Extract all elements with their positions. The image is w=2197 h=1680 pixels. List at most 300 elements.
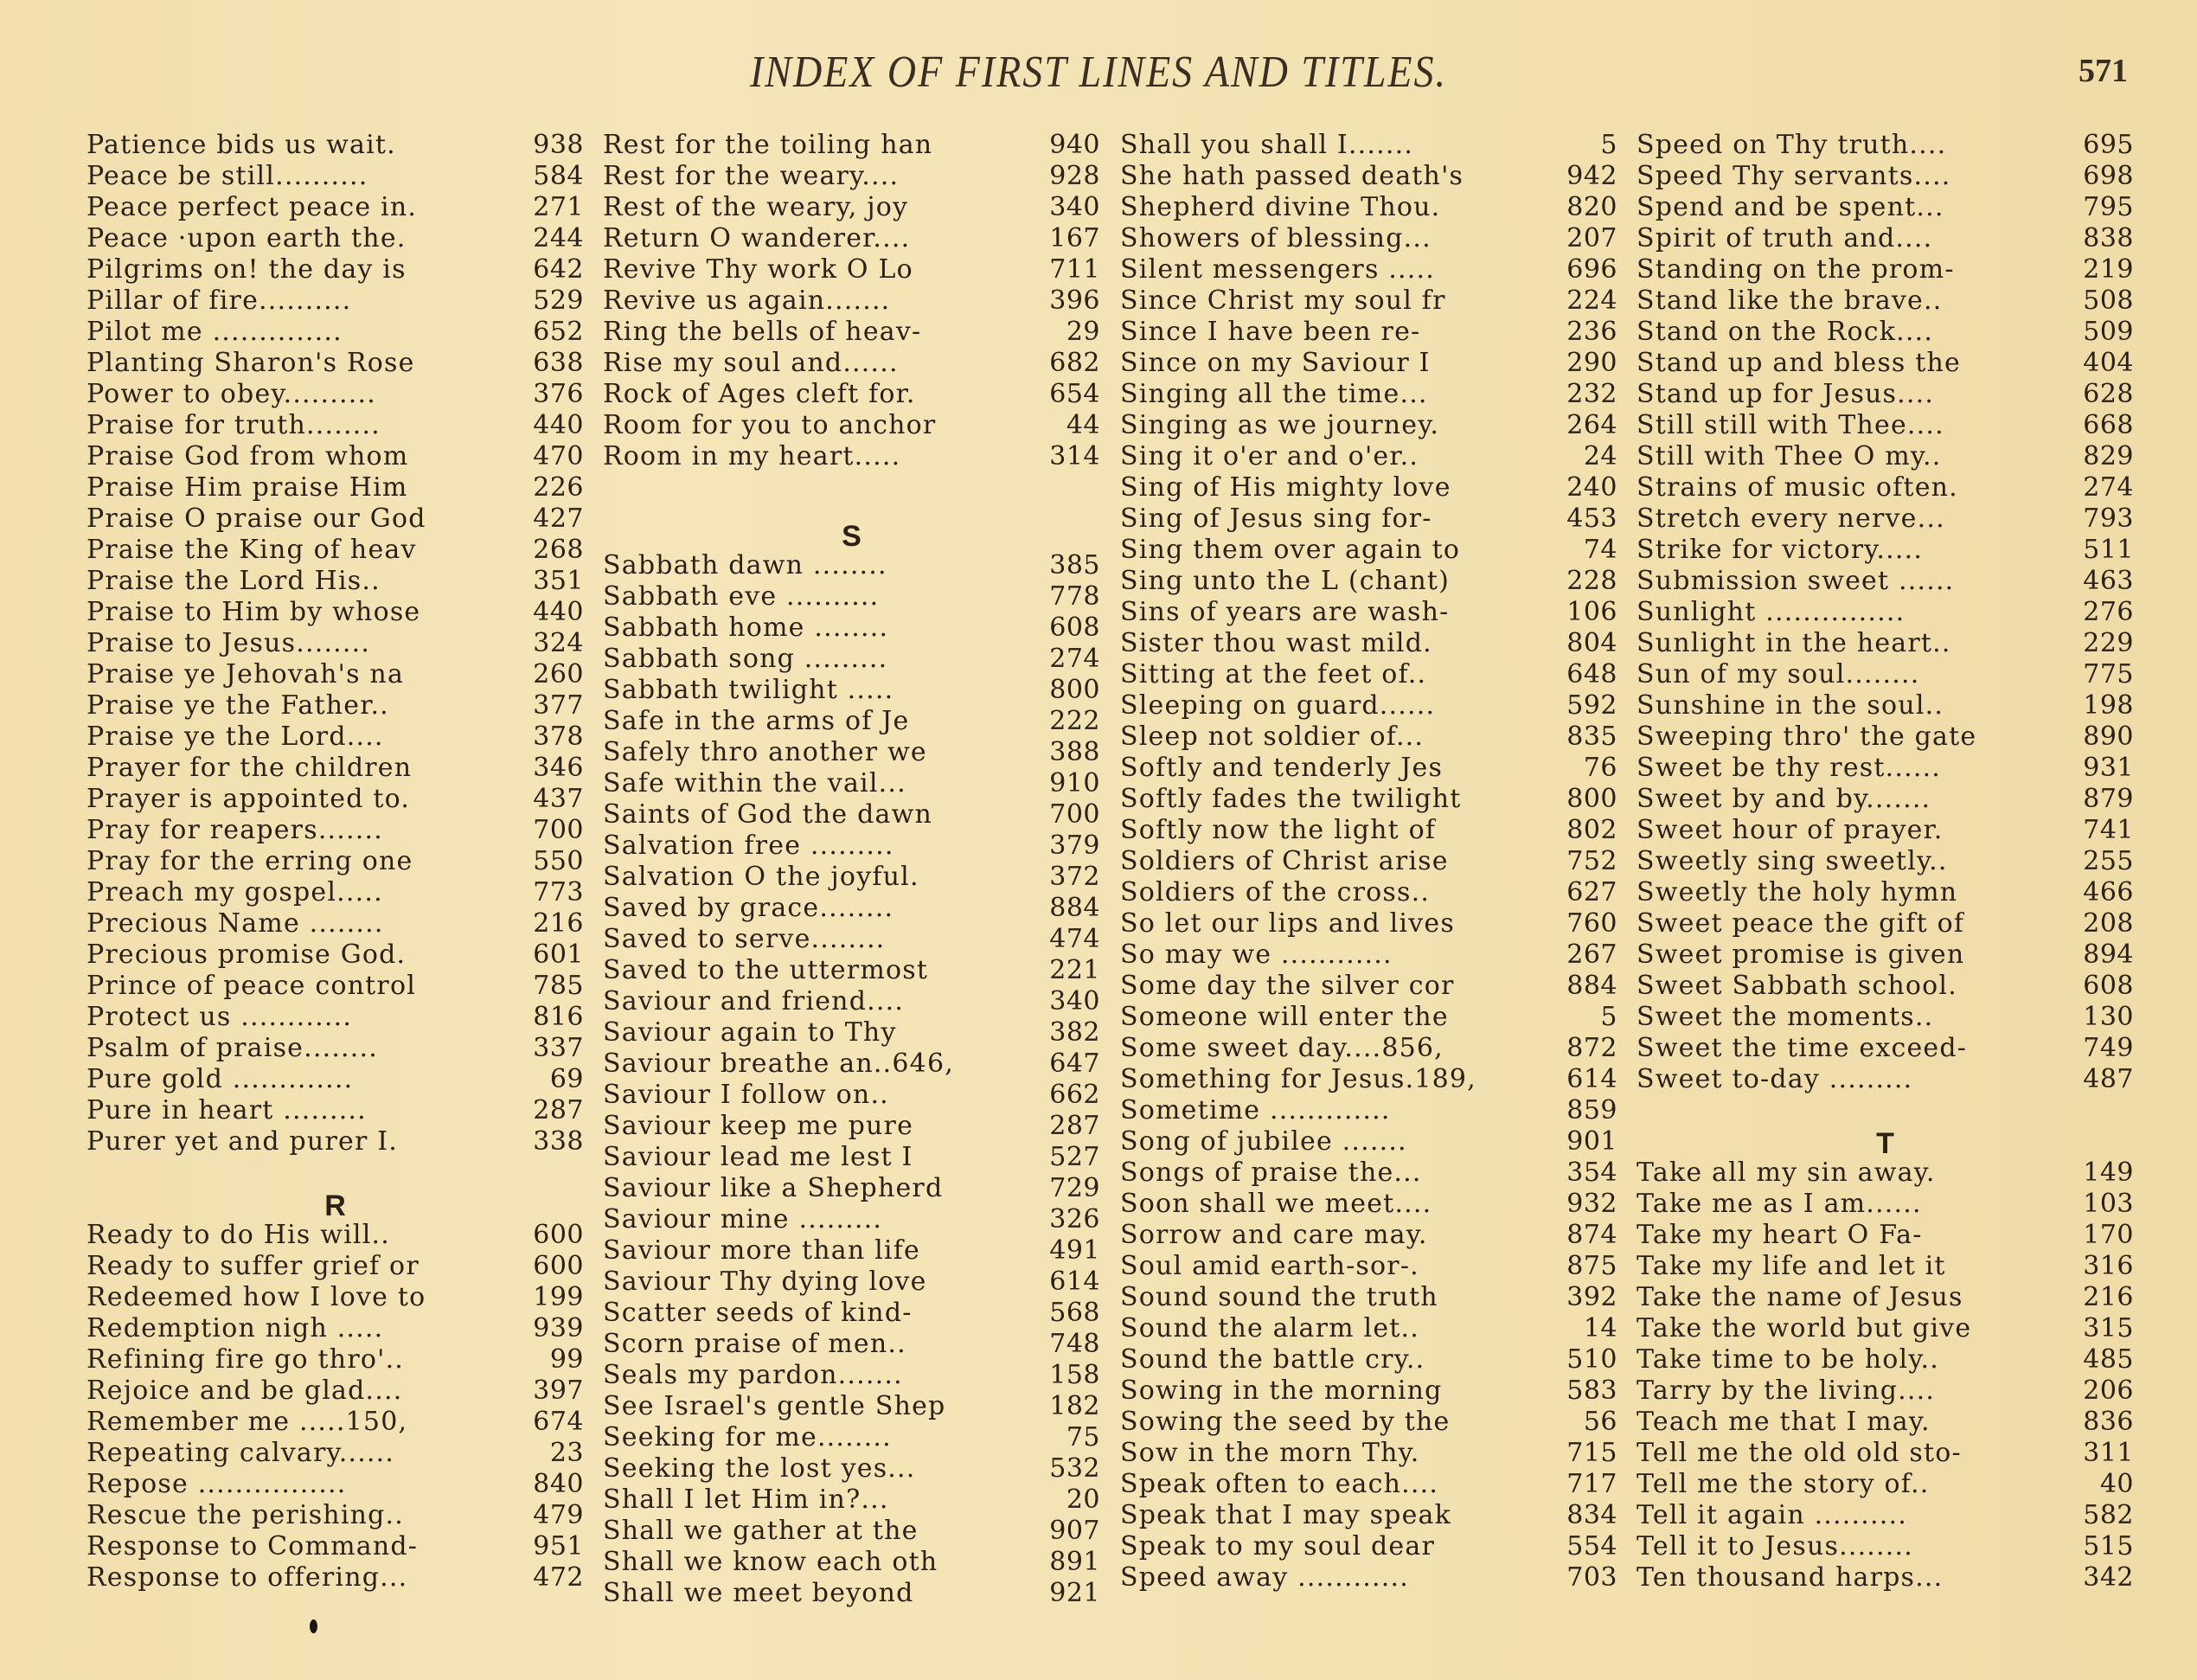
entry-hymn-number: 29 (1066, 317, 1100, 347)
entry-hymn-number: 647 (1049, 1048, 1100, 1079)
entry-hymn-number: 236 (1566, 317, 1617, 347)
entry-title: Sabbath twilight ..... (603, 675, 894, 705)
index-entry (86, 1251, 584, 1282)
entry-title: Soldiers of Christ arise (1120, 846, 1449, 876)
index-entry (86, 939, 584, 971)
index-entry (1637, 877, 2134, 908)
entry-title: Saviour like a Shepherd (603, 1173, 944, 1203)
index-entry (86, 1033, 584, 1064)
entry-title: Sweet the time exceed- (1637, 1033, 1968, 1063)
entry-hymn-number: 874 (1566, 1220, 1617, 1250)
index-entry (1637, 472, 2134, 503)
index-entry (603, 986, 1100, 1017)
entry-hymn-number: 568 (1049, 1298, 1100, 1328)
entry-title: Pray for the erring one (86, 846, 413, 876)
entry-hymn-number: 601 (533, 939, 584, 970)
entry-hymn-number: 130 (2083, 1002, 2134, 1032)
index-entry (1637, 566, 2134, 597)
entry-title: Speed away ............ (1120, 1562, 1409, 1593)
entry-title: Sweetly sing sweetly.. (1637, 846, 1948, 876)
entry-hymn-number: 760 (1566, 908, 1617, 939)
entry-hymn-number: 614 (1049, 1266, 1100, 1297)
entry-hymn-number: 170 (2083, 1220, 2134, 1250)
index-entry (86, 410, 584, 441)
entry-hymn-number: 674 (533, 1407, 584, 1437)
entry-hymn-number: 872 (1566, 1033, 1617, 1063)
entry-hymn-number: 346 (533, 753, 584, 783)
entry-hymn-number: 208 (2083, 908, 2134, 939)
entry-title: Sweet promise is given (1637, 939, 1965, 970)
index-entry (603, 1453, 1100, 1484)
entry-hymn-number: 222 (1049, 706, 1100, 736)
entry-title: Saviour keep me pure (603, 1111, 914, 1141)
entry-hymn-number: 316 (2083, 1251, 2134, 1281)
entry-hymn-number: 463 (2083, 566, 2134, 596)
index-entry (1120, 1126, 1617, 1157)
index-entry (1637, 379, 2134, 410)
entry-hymn-number: 840 (533, 1469, 584, 1499)
entry-title: Stretch every nerve... (1637, 503, 1945, 534)
entry-title: Still still with Thee.... (1637, 410, 1944, 440)
entry-title: Precious promise God. (86, 939, 407, 970)
entry-title: Preach my gospel..... (86, 877, 383, 907)
entry-hymn-number: 437 (533, 784, 584, 814)
entry-hymn-number: 932 (1566, 1189, 1617, 1219)
index-entry (1637, 1033, 2134, 1064)
entry-title: Sunshine in the soul.. (1637, 690, 1944, 721)
index-entry (1637, 815, 2134, 846)
index-entry (86, 285, 584, 317)
entry-hymn-number: 638 (533, 348, 584, 378)
index-entry (86, 503, 584, 535)
entry-title: Singing all the time... (1120, 379, 1428, 409)
index-entry (1120, 1375, 1617, 1407)
entry-hymn-number: 884 (1566, 971, 1617, 1001)
entry-hymn-number: 479 (533, 1500, 584, 1530)
index-entry (1637, 1500, 2134, 1531)
entry-hymn-number: 378 (533, 721, 584, 752)
index-column-1 (86, 130, 584, 1593)
entry-title: Ready to do His will.. (86, 1220, 390, 1250)
entry-title: Singing as we journey. (1120, 410, 1440, 440)
entry-hymn-number: 226 (533, 472, 584, 503)
entry-title: Saviour again to Thy (603, 1017, 897, 1048)
index-entry (1637, 1375, 2134, 1407)
index-entry (603, 317, 1100, 348)
entry-hymn-number: 793 (2083, 503, 2134, 534)
entry-hymn-number: 859 (1566, 1095, 1617, 1125)
index-entry (603, 410, 1100, 441)
entry-title: Softly now the light of (1120, 815, 1437, 845)
entry-title: Saved to the uttermost (603, 955, 929, 985)
entry-hymn-number: 158 (1049, 1360, 1100, 1390)
entry-title: Peace ·upon earth the. (86, 223, 407, 253)
entry-hymn-number: 696 (1566, 254, 1617, 285)
index-entry (603, 581, 1100, 612)
page-title: INDEX OF FIRST LINES AND TITLES. (749, 46, 1448, 97)
entry-title: Tell me the old old sto- (1637, 1438, 1962, 1468)
entry-title: Praise O praise our God (86, 503, 426, 534)
entry-hymn-number: 315 (2083, 1313, 2134, 1343)
index-column-2 (603, 130, 1100, 1609)
section-letter: R (324, 1189, 346, 1222)
entry-title: Praise ye the Lord.... (86, 721, 384, 752)
index-entry (603, 441, 1100, 472)
entry-title: Ready to suffer grief or (86, 1251, 420, 1281)
index-entry (603, 1111, 1100, 1142)
index-entry (1120, 130, 1617, 161)
entry-hymn-number: 40 (2099, 1469, 2134, 1499)
entry-hymn-number: 23 (549, 1438, 584, 1468)
index-entry (1120, 1313, 1617, 1344)
entry-hymn-number: 816 (533, 1002, 584, 1032)
entry-title: Stand up and bless the (1637, 348, 1961, 378)
entry-hymn-number: 910 (1049, 768, 1100, 798)
entry-hymn-number: 354 (1566, 1157, 1617, 1188)
entry-hymn-number: 491 (1049, 1235, 1100, 1266)
entry-title: Some day the silver cor (1120, 971, 1455, 1001)
index-entry (1120, 472, 1617, 503)
entry-hymn-number: 228 (1566, 566, 1617, 596)
index-entry (1637, 130, 2134, 161)
entry-title: Softly and tenderly Jes (1120, 753, 1444, 783)
index-entry (1637, 503, 2134, 535)
entry-hymn-number: 340 (1049, 192, 1100, 222)
entry-title: Saviour breathe an..646, (603, 1048, 954, 1079)
index-entry (603, 285, 1100, 317)
entry-hymn-number: 748 (1049, 1329, 1100, 1359)
entry-title: Shall I let Him in?... (603, 1484, 889, 1515)
index-entry (86, 1562, 584, 1593)
entry-title: Pure in heart ......... (86, 1095, 367, 1125)
entry-hymn-number: 532 (1049, 1453, 1100, 1484)
entry-hymn-number: 351 (533, 566, 584, 596)
entry-hymn-number: 103 (2083, 1189, 2134, 1219)
entry-title: Praise to Him by whose (86, 597, 421, 627)
entry-hymn-number: 662 (1049, 1080, 1100, 1110)
entry-title: Speed Thy servants.... (1637, 161, 1951, 191)
entry-hymn-number: 404 (2083, 348, 2134, 378)
entry-title: Precious Name ........ (86, 908, 384, 939)
entry-title: Take the name of Jesus (1637, 1282, 1963, 1312)
entry-title: See Israel's gentle Shep (603, 1391, 946, 1421)
entry-title: Shepherd divine Thou. (1120, 192, 1441, 222)
entry-hymn-number: 5 (1600, 1002, 1617, 1032)
index-entry (603, 955, 1100, 986)
index-entry (1120, 659, 1617, 690)
index-entry (86, 1220, 584, 1251)
entry-title: Repeating calvary...... (86, 1438, 395, 1468)
index-entry (1120, 192, 1617, 223)
entry-title: Sweetly the holy hymn (1637, 877, 1958, 907)
entry-title: Safely thro another we (603, 737, 927, 767)
index-entry (603, 1173, 1100, 1204)
index-entry (603, 192, 1100, 223)
entry-hymn-number: 216 (533, 908, 584, 939)
entry-title: Take me as I am...... (1637, 1189, 1922, 1219)
entry-title: Shall we meet beyond (603, 1578, 914, 1608)
index-entry (1637, 161, 2134, 192)
index-entry (1120, 566, 1617, 597)
index-entry (603, 1142, 1100, 1173)
entry-title: Remember me .....150, (86, 1407, 408, 1437)
entry-hymn-number: 199 (533, 1282, 584, 1312)
entry-title: Sowing in the morning (1120, 1375, 1443, 1406)
entry-title: Scorn praise of men.. (603, 1329, 906, 1359)
entry-hymn-number: 951 (533, 1531, 584, 1561)
entry-title: Take my life and let it (1637, 1251, 1946, 1281)
entry-hymn-number: 274 (2083, 472, 2134, 503)
entry-hymn-number: 229 (2083, 628, 2134, 658)
entry-title: Silent messengers ..... (1120, 254, 1435, 285)
entry-hymn-number: 221 (1049, 955, 1100, 985)
index-entry (603, 130, 1100, 161)
index-entry (1637, 317, 2134, 348)
entry-title: Sing unto the L (chant) (1120, 566, 1451, 596)
page-header (0, 45, 2197, 97)
entry-hymn-number: 472 (533, 1562, 584, 1593)
index-entry (86, 1438, 584, 1469)
entry-hymn-number: 800 (1049, 675, 1100, 705)
entry-hymn-number: 940 (1049, 130, 1100, 160)
entry-title: Revive Thy work O Lo (603, 254, 913, 285)
entry-title: Pilot me .............. (86, 317, 343, 347)
entry-hymn-number: 511 (2083, 535, 2134, 565)
entry-title: Sun of my soul........ (1637, 659, 1920, 689)
index-entry (1120, 846, 1617, 877)
index-entry (86, 1375, 584, 1407)
index-entry (1120, 317, 1617, 348)
index-entry (1120, 1064, 1617, 1095)
entry-hymn-number: 167 (1049, 223, 1100, 253)
entry-title: Pillar of fire.......... (86, 285, 352, 316)
entry-hymn-number: 474 (1049, 924, 1100, 954)
entry-hymn-number: 642 (533, 254, 584, 285)
index-entry (603, 1484, 1100, 1516)
entry-hymn-number: 627 (1566, 877, 1617, 907)
entry-title: Prayer is appointed to. (86, 784, 411, 814)
index-entry (1637, 721, 2134, 753)
entry-hymn-number: 24 (1583, 441, 1617, 471)
index-entry (86, 1531, 584, 1562)
entry-hymn-number: 668 (2083, 410, 2134, 440)
entry-title: Seeking for me........ (603, 1422, 892, 1452)
entry-hymn-number: 931 (2083, 753, 2134, 783)
entry-hymn-number: 372 (1049, 862, 1100, 892)
index-entry (86, 784, 584, 815)
index-entry (1637, 1220, 2134, 1251)
entry-hymn-number: 219 (2083, 254, 2134, 285)
index-entry (1637, 1002, 2134, 1033)
index-entry (1120, 410, 1617, 441)
index-entry (603, 1298, 1100, 1329)
entry-title: Safe in the arms of Je (603, 706, 910, 736)
index-entry (603, 254, 1100, 285)
index-entry (1637, 1531, 2134, 1562)
index-entry (86, 348, 584, 379)
entry-title: Spend and be spent... (1637, 192, 1944, 222)
index-entry (86, 1344, 584, 1375)
entry-hymn-number: 600 (533, 1220, 584, 1250)
entry-title: Praise ye the Father.. (86, 690, 389, 721)
entry-hymn-number: 773 (533, 877, 584, 907)
index-entry (86, 1500, 584, 1531)
entry-title: So may we ............ (1120, 939, 1393, 970)
entry-hymn-number: 268 (533, 535, 584, 565)
entry-title: Purer yet and purer I. (86, 1126, 399, 1157)
entry-hymn-number: 440 (533, 410, 584, 440)
entry-title: So let our lips and lives (1120, 908, 1455, 939)
entry-title: Sing of Jesus sing for- (1120, 503, 1432, 534)
entry-hymn-number: 729 (1049, 1173, 1100, 1203)
index-entry (1120, 1157, 1617, 1189)
entry-title: Rest of the weary, joy (603, 192, 909, 222)
index-entry (1120, 1438, 1617, 1469)
entry-title: Sweet be thy rest...... (1637, 753, 1942, 783)
index-entry (1637, 1157, 2134, 1189)
entry-title: Rise my soul and...... (603, 348, 899, 378)
index-entry (1120, 1033, 1617, 1064)
index-entry (86, 566, 584, 597)
index-entry (1637, 846, 2134, 877)
index-entry (1120, 1095, 1617, 1126)
entry-hymn-number: 802 (1566, 815, 1617, 845)
index-entry (603, 612, 1100, 644)
entry-hymn-number: 274 (1049, 644, 1100, 674)
entry-hymn-number: 583 (1566, 1375, 1617, 1406)
index-entry (86, 877, 584, 908)
entry-hymn-number: 938 (533, 130, 584, 160)
entry-title: Sins of years are wash- (1120, 597, 1450, 627)
index-entry (86, 1002, 584, 1033)
entry-title: Sing of His mighty love (1120, 472, 1451, 503)
entry-title: Take my heart O Fa- (1637, 1220, 1923, 1250)
entry-title: Sabbath home ........ (603, 612, 889, 643)
entry-hymn-number: 698 (2083, 161, 2134, 191)
entry-title: Sitting at the feet of.. (1120, 659, 1427, 689)
entry-title: Praise God from whom (86, 441, 409, 471)
entry-title: Seals my pardon....... (603, 1360, 903, 1390)
entry-title: Songs of praise the... (1120, 1157, 1422, 1188)
entry-hymn-number: 529 (533, 285, 584, 316)
index-column-3 (1120, 130, 1617, 1593)
entry-hymn-number: 648 (1566, 659, 1617, 689)
index-entry (86, 1126, 584, 1157)
entry-title: Take the world but give (1637, 1313, 1972, 1343)
entry-hymn-number: 182 (1049, 1391, 1100, 1421)
index-entry (86, 379, 584, 410)
entry-hymn-number: 485 (2083, 1344, 2134, 1375)
entry-hymn-number: 682 (1049, 348, 1100, 378)
entry-hymn-number: 834 (1566, 1500, 1617, 1530)
entry-title: Sabbath eve .......... (603, 581, 880, 612)
index-entry (86, 659, 584, 690)
entry-hymn-number: 554 (1566, 1531, 1617, 1561)
entry-title: Sing them over again to (1120, 535, 1461, 565)
entry-title: Someone will enter the (1120, 1002, 1449, 1032)
index-entry (86, 1313, 584, 1344)
entry-title: Safe within the vail... (603, 768, 906, 798)
entry-title: Sweet to-day ......... (1637, 1064, 1913, 1094)
entry-hymn-number: 804 (1566, 628, 1617, 658)
entry-title: Since on my Saviour I (1120, 348, 1431, 378)
section-gap (603, 503, 1100, 519)
index-entry (1637, 659, 2134, 690)
index-entry (1120, 690, 1617, 721)
entry-hymn-number: 382 (1049, 1017, 1100, 1048)
entry-title: Rescue the perishing.. (86, 1500, 405, 1530)
entry-hymn-number: 584 (533, 161, 584, 191)
entry-title: Some sweet day....856, (1120, 1033, 1444, 1063)
entry-title: Sweet hour of prayer. (1637, 815, 1944, 845)
entry-hymn-number: 264 (1566, 410, 1617, 440)
entry-title: Tell it to Jesus........ (1637, 1531, 1913, 1561)
index-entry (86, 753, 584, 784)
entry-hymn-number: 470 (533, 441, 584, 471)
index-entry (1637, 1438, 2134, 1469)
entry-hymn-number: 652 (533, 317, 584, 347)
entry-title: Salvation free ......... (603, 830, 894, 861)
entry-hymn-number: 340 (1049, 986, 1100, 1016)
index-entry (86, 1407, 584, 1438)
index-entry (1120, 441, 1617, 472)
index-entry (1120, 1002, 1617, 1033)
entry-title: Stand on the Rock.... (1637, 317, 1934, 347)
entry-title: Praise the Lord His.. (86, 566, 381, 596)
entry-hymn-number: 487 (2083, 1064, 2134, 1094)
index-entry (1120, 971, 1617, 1002)
entry-title: Rest for the weary.... (603, 161, 900, 191)
entry-hymn-number: 388 (1049, 737, 1100, 767)
entry-title: Praise for truth........ (86, 410, 381, 440)
entry-title: Saviour lead me lest I (603, 1142, 913, 1172)
entry-hymn-number: 337 (533, 1033, 584, 1063)
index-entry (1637, 1251, 2134, 1282)
index-entry (1637, 908, 2134, 939)
entry-hymn-number: 509 (2083, 317, 2134, 347)
entry-hymn-number: 800 (1566, 784, 1617, 814)
index-entry (1120, 379, 1617, 410)
entry-title: Pilgrims on! the day is (86, 254, 407, 285)
index-entry (1637, 254, 2134, 285)
index-entry (86, 472, 584, 503)
entry-hymn-number: 515 (2083, 1531, 2134, 1561)
entry-title: Sabbath dawn ........ (603, 550, 887, 580)
entry-hymn-number: 232 (1566, 379, 1617, 409)
entry-hymn-number: 271 (533, 192, 584, 222)
entry-hymn-number: 795 (2083, 192, 2134, 222)
entry-hymn-number: 891 (1049, 1547, 1100, 1577)
entry-hymn-number: 311 (2083, 1438, 2134, 1468)
index-entry (1637, 1064, 2134, 1095)
entry-hymn-number: 338 (533, 1126, 584, 1157)
entry-title: Saviour and friend.... (603, 986, 905, 1016)
entry-title: Sound the battle cry.. (1120, 1344, 1425, 1375)
ink-dot (310, 1619, 317, 1633)
entry-hymn-number: 778 (1049, 581, 1100, 612)
entry-hymn-number: 608 (1049, 612, 1100, 643)
entry-title: Rejoice and be glad.... (86, 1375, 403, 1406)
entry-hymn-number: 5 (1600, 130, 1617, 160)
index-entry (86, 317, 584, 348)
entry-hymn-number: 582 (2083, 1500, 2134, 1530)
entry-title: Sowing the seed by the (1120, 1407, 1451, 1437)
entry-hymn-number: 820 (1566, 192, 1617, 222)
entry-hymn-number: 785 (533, 971, 584, 1001)
index-entry (1637, 1344, 2134, 1375)
entry-hymn-number: 700 (1049, 799, 1100, 830)
index-entry (603, 706, 1100, 737)
